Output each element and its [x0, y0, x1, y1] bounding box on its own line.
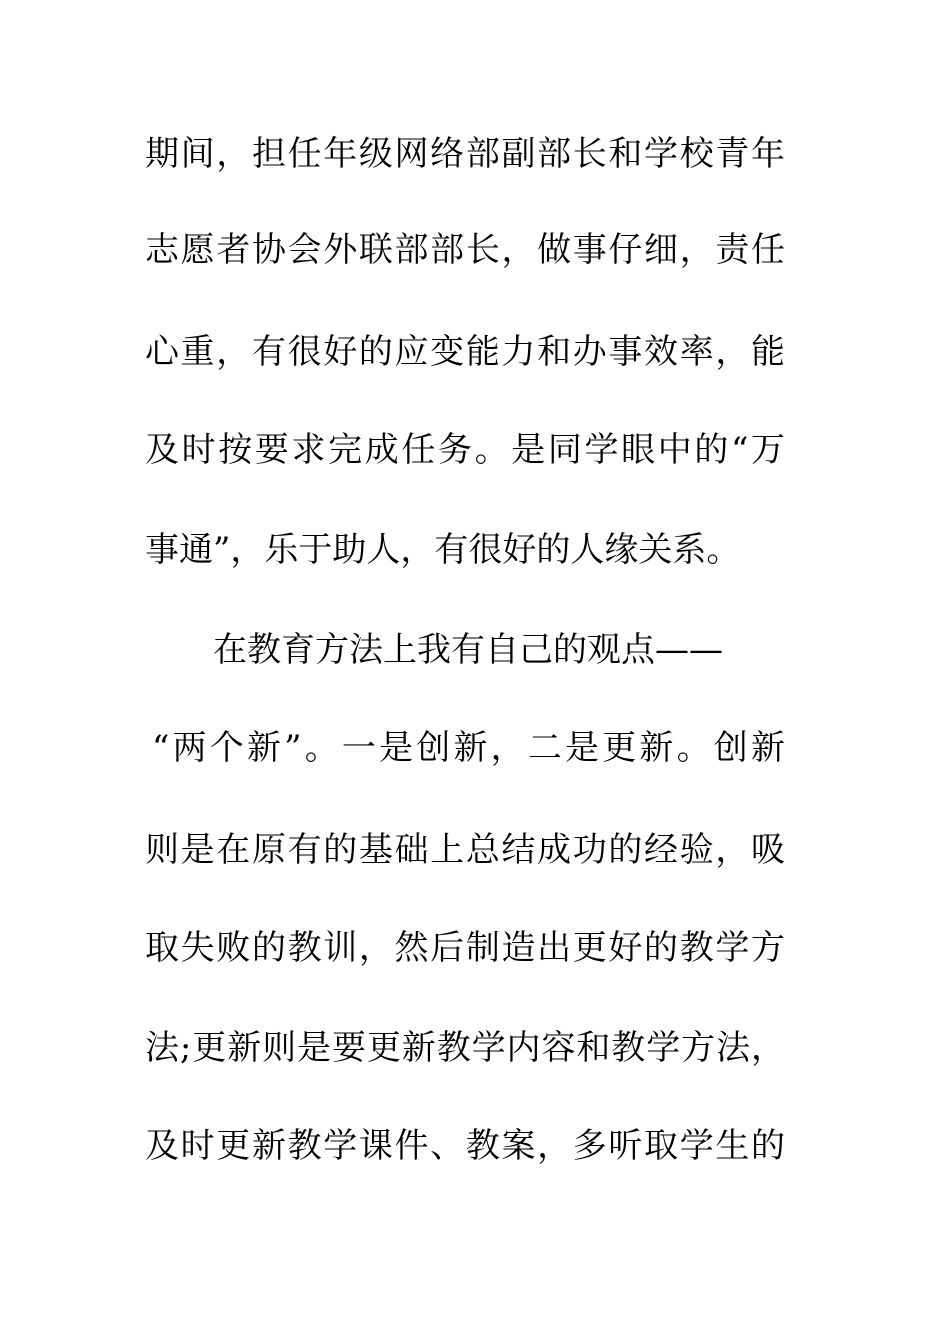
- text-line-9: 取失败的教训，然后制造出更好的教学方: [145, 928, 785, 968]
- paragraph-start-line: 在教育方法上我有自己的观点——: [213, 630, 723, 670]
- text-line-8: 则是在原有的基础上总结成功的经验，吸: [145, 830, 785, 870]
- text-line-11: 及时更新教学课件、教案，多听取学生的: [145, 1126, 785, 1166]
- text-line-2: 志愿者协会外联部部长，做事仔细，责任: [145, 230, 785, 270]
- text-line-3: 心重，有很好的应变能力和办事效率，能: [145, 332, 785, 372]
- text-line-10: 法;更新则是要更新教学内容和教学方法，: [145, 1028, 785, 1068]
- text-line-4: 及时按要求完成任务。是同学眼中的“万: [145, 430, 785, 470]
- text-line-5: 事通”，乐于助人，有很好的人缘关系。: [145, 530, 741, 570]
- text-line-7: “两个新”。一是创新，二是更新。创新: [152, 728, 785, 768]
- text-line-1: 期间，担任年级网络部副部长和学校青年: [145, 134, 785, 174]
